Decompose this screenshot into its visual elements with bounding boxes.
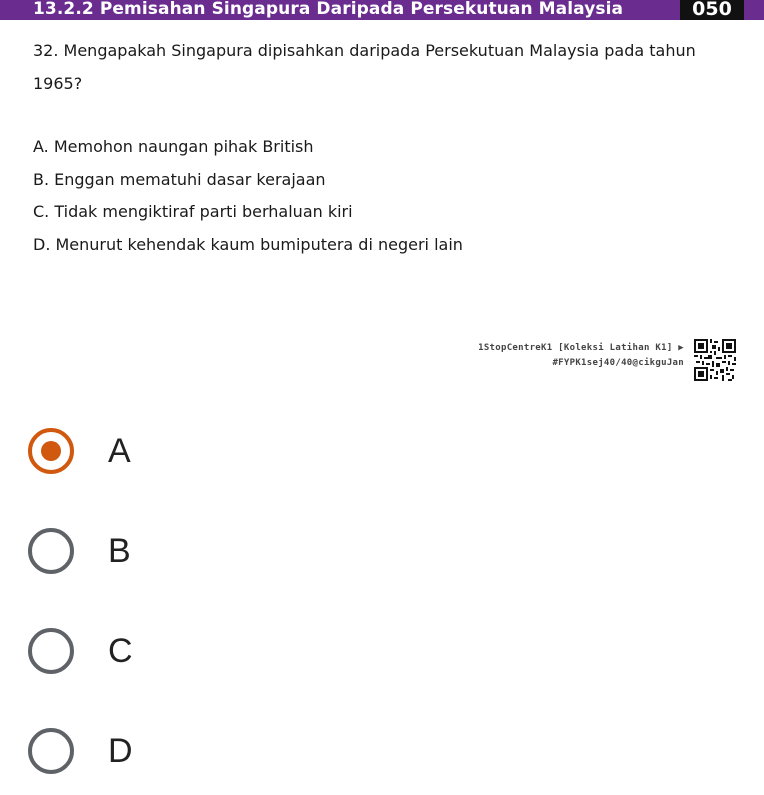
header-bar [0, 0, 764, 20]
question-text: 32. Mengapakah Singapura dipisahkan daripada Persekutuan Malaysia pada tahun 1965? [33, 41, 696, 93]
option-b[interactable] [28, 528, 228, 584]
option-d-label[interactable]: D [108, 732, 133, 770]
question-number-badge: 050 [680, 0, 744, 20]
radio-d[interactable] [28, 728, 74, 774]
radio-b[interactable] [28, 528, 74, 574]
choice-a: A. Memohon naungan pihak British [33, 137, 314, 156]
radio-dot [41, 441, 61, 461]
topic-title: 13.2.2 Pemisahan Singapura Daripada Persekutuan Malaysia [33, 0, 624, 19]
choice-d: D. Menurut kehendak kaum bumiputera di negeri lain [33, 234, 463, 254]
option-a[interactable] [28, 428, 228, 484]
option-b-label[interactable]: B [108, 532, 131, 570]
option-c[interactable] [28, 628, 228, 684]
qr-code-icon [694, 338, 736, 382]
source-line-2: #FYPK1sej40/40@cikguJan [552, 358, 684, 368]
choice-c: C. Tidak mengiktiraf parti berhaluan kiri [33, 202, 353, 221]
choice-b: B. Enggan mematuhi dasar kerajaan [33, 169, 326, 189]
choices-list [33, 131, 463, 261]
source-credit [478, 338, 740, 384]
option-a-label[interactable]: A [108, 432, 131, 470]
radio-a-selected[interactable] [28, 428, 74, 474]
option-c-label[interactable]: C [108, 632, 133, 670]
source-line-1: 1StopCentreK1 [Koleksi Latihan K1] ▶ [478, 343, 684, 353]
option-d[interactable] [28, 728, 228, 784]
radio-c[interactable] [28, 628, 74, 674]
